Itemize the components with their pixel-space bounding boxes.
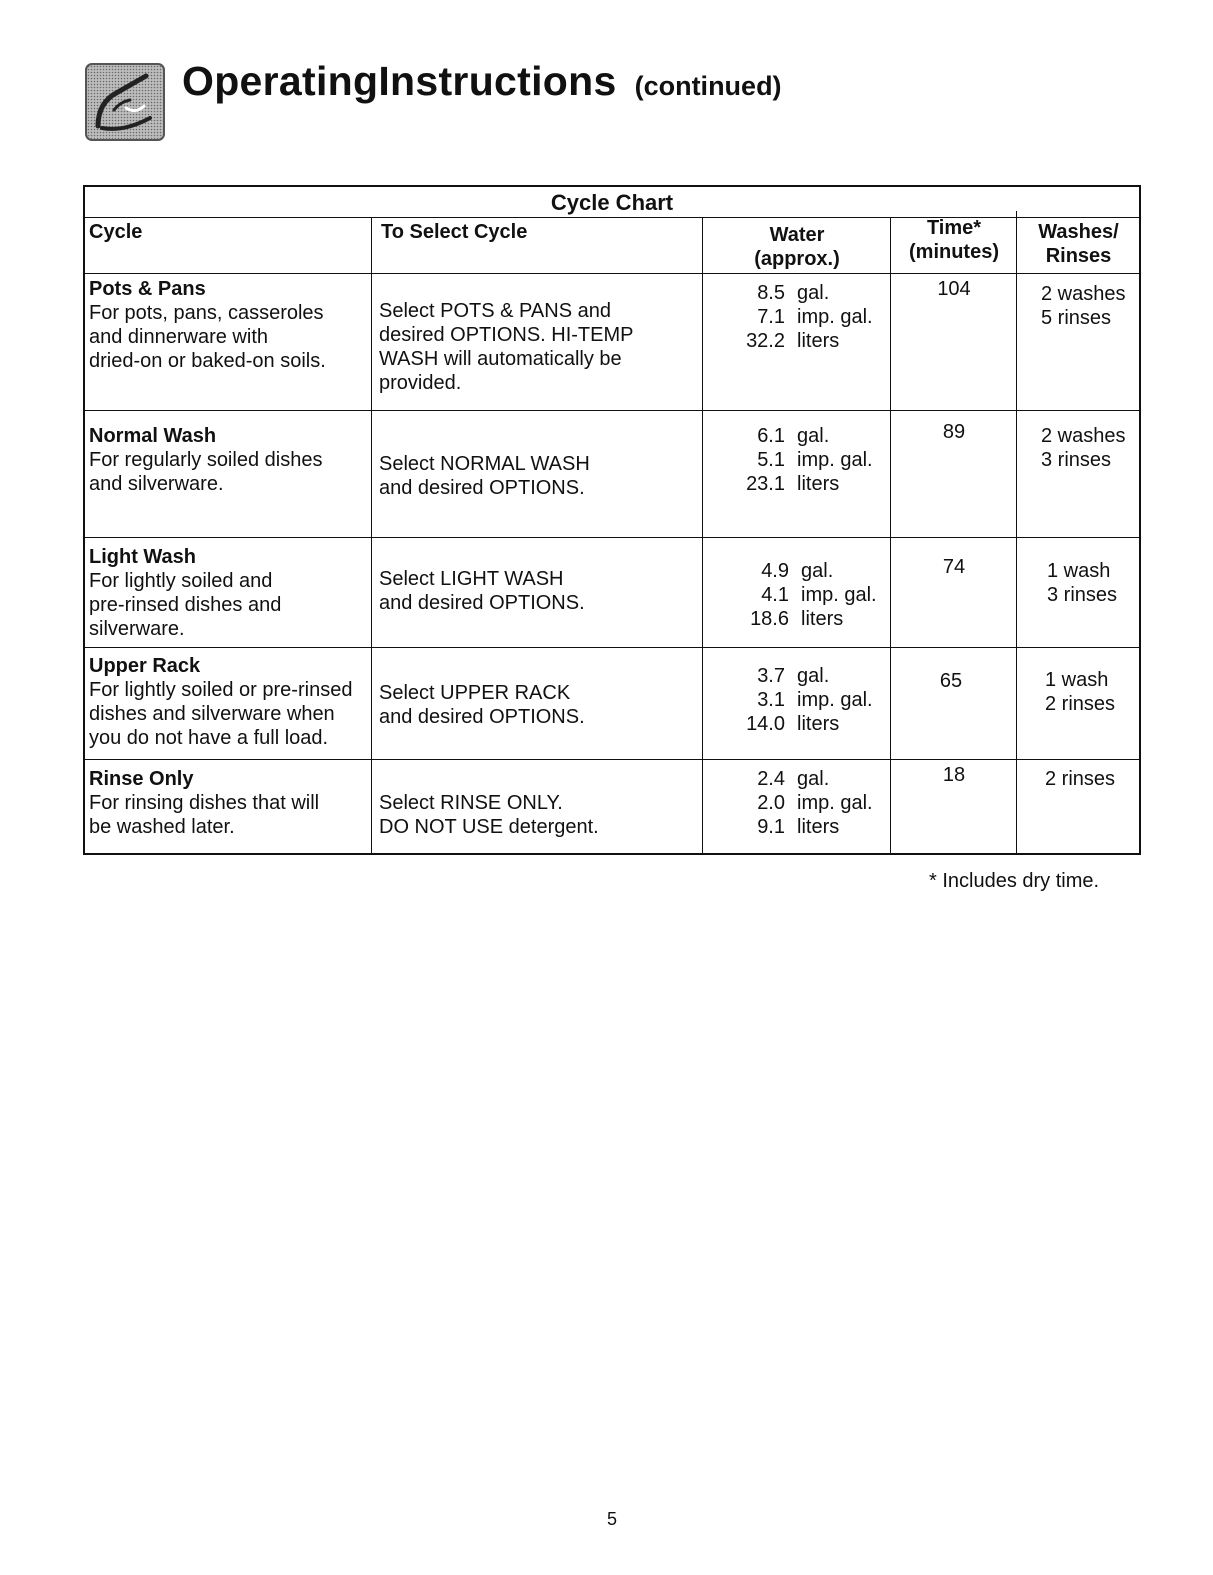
row-pots-pans-select: Select POTS & PANS and desired OPTIONS. HI-TEMP WASH will automatically be provided. [379, 300, 634, 394]
title-continued: (continued) [634, 71, 782, 101]
row-upper-rack-water: 3.7 gal. 3.1 imp. gal. 14.0 liters [746, 665, 873, 735]
row-divider [85, 273, 1139, 274]
row-rinse-only-time: 18 [942, 764, 966, 786]
header-to-select-cycle: To Select Cycle [381, 221, 528, 243]
page-title [182, 58, 782, 105]
header-washes-rinses: Washes/ Rinses [1038, 221, 1119, 267]
row-divider [85, 410, 1139, 411]
page-number: 5 [606, 1509, 617, 1529]
chart-title: Cycle Chart [85, 187, 1139, 218]
header-time: Time* (minutes) [909, 217, 999, 263]
row-normal-wash-select: Select NORMAL WASH and desired OPTIONS. [379, 453, 590, 499]
row-light-wash-time: 74 [942, 556, 966, 578]
row-divider [85, 647, 1139, 648]
row-upper-rack-washes: 1 wash 2 rinses [1045, 669, 1116, 715]
row-normal-wash-time: 89 [942, 421, 966, 443]
row-light-wash-select: Select LIGHT WASH and desired OPTIONS. [379, 568, 585, 614]
header-water: Water (approx.) [754, 224, 840, 270]
row-normal-wash-cycle: Normal Wash For regularly soiled dishes and silverware. [89, 425, 323, 495]
row-rinse-only-washes: 2 rinses [1045, 768, 1116, 790]
footnote: * Includes dry time. [929, 870, 1100, 892]
cycle-chart-table [83, 185, 1141, 855]
row-pots-pans-water: 8.5 gal. 7.1 imp. gal. 32.2 liters [746, 282, 873, 352]
row-pots-pans-time: 104 [937, 278, 971, 300]
row-upper-rack-cycle: Upper Rack For lightly soiled or pre-rinsed dishes and silverware when you do not have a full load. [89, 655, 353, 749]
row-divider [85, 759, 1139, 760]
header-cycle: Cycle [89, 221, 143, 243]
row-pots-pans-cycle: Pots & Pans For pots, pans, casseroles and dinnerware with dried-on or baked-on soils. [89, 278, 326, 372]
row-rinse-only-water: 2.4 gal. 2.0 imp. gal. 9.1 liters [757, 768, 873, 838]
row-pots-pans-washes: 2 washes 5 rinses [1041, 283, 1126, 329]
row-rinse-only-cycle: Rinse Only For rinsing dishes that will be washed later. [89, 768, 320, 838]
dishwasher-manual-icon [84, 62, 168, 146]
row-normal-wash-washes: 2 washes 3 rinses [1041, 425, 1126, 471]
row-rinse-only-select: Select RINSE ONLY. DO NOT USE detergent. [379, 792, 599, 838]
row-upper-rack-select: Select UPPER RACK and desired OPTIONS. [379, 682, 585, 728]
row-light-wash-water: 4.9 gal. 4.1 imp. gal. 18.6 liters [750, 560, 877, 630]
row-divider [85, 537, 1139, 538]
row-normal-wash-water: 6.1 gal. 5.1 imp. gal. 23.1 liters [746, 425, 873, 495]
title-word-instructions: Instructions [378, 58, 617, 104]
title-word-operating: Operating [182, 58, 379, 104]
row-upper-rack-time: 65 [939, 670, 963, 692]
row-light-wash-cycle: Light Wash For lightly soiled and pre-rinsed dishes and silverware. [89, 546, 282, 640]
row-light-wash-washes: 1 wash 3 rinses [1047, 560, 1118, 606]
